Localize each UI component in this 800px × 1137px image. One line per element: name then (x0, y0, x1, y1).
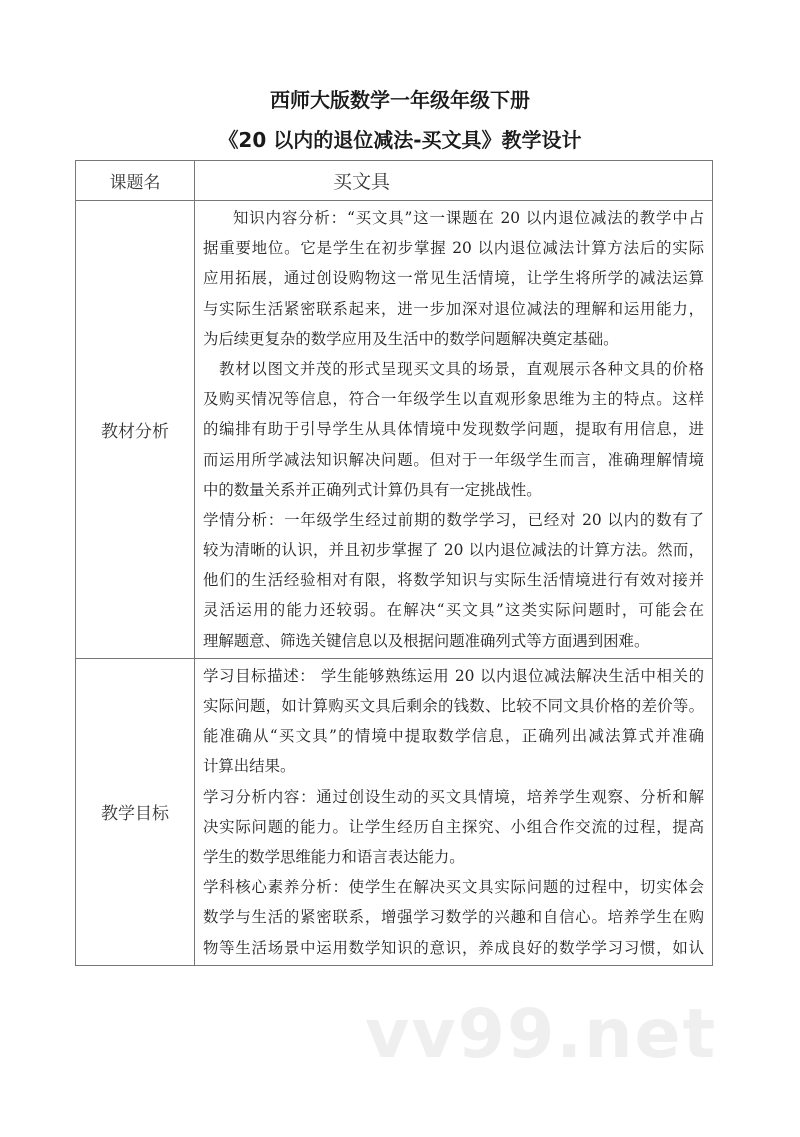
text-line: 为后续更复杂的数学应用及生活中的数学问题解决奠定基础。 (203, 329, 619, 348)
paragraph (203, 661, 704, 782)
text-line: 应用拓展，通过创设购物这一常见生活情境，让学生将所学的减法运算 (203, 269, 704, 288)
paragraph (203, 505, 704, 656)
text-line: 学习目标描述： 学生能够熟练运用 20 以内退位减法解决生活中相关的 (203, 666, 704, 685)
row-content (195, 201, 713, 659)
text-line: 能准确从“买文具”的情境中提取数学信息，正确列出减法算式并准确 (203, 727, 704, 746)
text-line: 学情分析：一年级学生经过前期的数学学习，已经对 20 以内的数有了 (203, 510, 704, 529)
text-line: 而运用所学减法知识解决问题。但对于一年级学生而言，准确理解情境 (203, 450, 704, 469)
text-line: 他们的生活经验相对有限，将数学知识与实际生活情境进行有效对接并 (203, 571, 704, 590)
text-line: 据重要地位。它是学生在初步掌握 20 以内退位减法计算方法后的实际 (203, 239, 704, 258)
row-content (195, 658, 713, 965)
paragraph (203, 872, 704, 963)
text-line: 决实际问题的能力。让学生经历自主探究、小组合作交流的过程，提高 (203, 817, 704, 836)
paragraph (203, 354, 704, 505)
topic-value: 买文具 (195, 161, 713, 201)
lesson-plan-table (75, 160, 713, 966)
text-line: 学习分析内容：通过创设生动的买文具情境，培养学生观察、分析和解 (203, 787, 704, 806)
document-subtitle: 《20 以内的退位减法-买文具》教学设计 (218, 128, 582, 152)
paragraph (203, 782, 704, 873)
topic-label: 课题名 (76, 161, 195, 201)
text-line: 与实际生活紧密联系起来，进一步加深对退位减法的理解和运用能力， (203, 299, 704, 318)
text-line: 实际问题，如计算购买文具后剩余的钱数、比较不同文具价格的差价等。 (203, 697, 704, 715)
text-line: 计算出结果。 (203, 757, 296, 776)
text-line: 较为清晰的认识，并且初步掌握了 20 以内退位减法的计算方法。然而， (203, 541, 704, 560)
text-line: 及购买情况等信息，符合一年级学生以直观形象思维为主的特点。这样 (203, 390, 704, 409)
text-line: 中的数量关系并正确列式计算仍具有一定挑战性。 (203, 480, 542, 499)
text-line: 理解题意、筛选关键信息以及根据问题准确列式等方面遇到困难。 (203, 631, 650, 650)
text-line: 学生的数学思维能力和语言表达能力。 (203, 847, 465, 866)
row-label: 教学目标 (76, 658, 195, 965)
row-label: 教材分析 (76, 201, 195, 659)
paragraph (203, 203, 704, 354)
table-row-material-analysis (76, 201, 713, 659)
text-line: 学科核心素养分析：使学生在解决买文具实际问题的过程中，切实体会 (203, 878, 704, 897)
text-line: 知识内容分析：“买文具”这一课题在 20 以内退位减法的教学中占 (233, 209, 704, 227)
table-row-teaching-goals (76, 658, 713, 965)
watermark: vv99.net (365, 995, 718, 1074)
document-title: 西师大版数学一年级年级下册 (270, 88, 530, 112)
text-line: 灵活运用的能力还较弱。在解决“买文具”这类实际问题时，可能会在 (203, 601, 704, 620)
text-line: 教材以图文并茂的形式呈现买文具的场景，直观展示各种文具的价格 (219, 359, 704, 378)
topic-row (76, 161, 713, 201)
text-line: 数学与生活的紧密联系，增强学习数学的兴趣和自信心。培养学生在购 (203, 908, 704, 927)
text-line: 物等生活场景中运用数学知识的意识，养成良好的数学学习习惯，如认 (203, 938, 704, 957)
text-line: 的编排有助于引导学生从具体情境中发现数学问题，提取有用信息，进 (203, 420, 704, 439)
